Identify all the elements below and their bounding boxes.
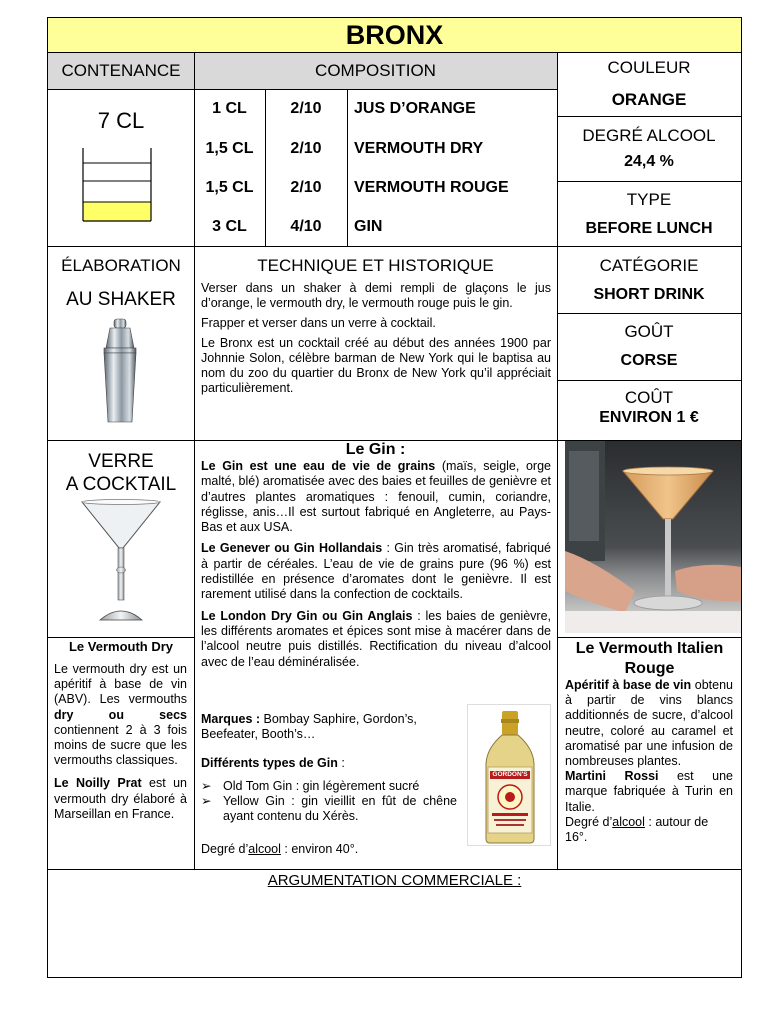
gin-p1-bold: Le Gin est une eau de vie de grains	[201, 459, 436, 473]
gin-p1	[201, 459, 551, 535]
vr-p2-c: est une marque fabriquée à Turin en Italie.	[565, 769, 733, 814]
comp-qty-3: 1,5 CL	[205, 179, 254, 196]
header-composition: COMPOSITION	[315, 61, 436, 80]
comp-ratio-1: 2/10	[290, 100, 322, 117]
vermouth-dry-text	[54, 662, 187, 822]
vermouth-dry-title: Le Vermouth Dry	[68, 639, 174, 654]
degre-value: 24,4 %	[624, 153, 674, 170]
gin-degre	[201, 842, 358, 856]
argumentation-title: ARGUMENTATION COMMERCIALE :	[267, 872, 522, 889]
elaboration-label: ÉLABORATION	[61, 256, 181, 275]
measure-glass-icon	[82, 148, 152, 222]
contenance-value: 7 CL	[97, 108, 145, 133]
vd-p1-c: contiennent 2 à 3 fois moins de sucre que les vermouths classiques.	[54, 722, 187, 768]
gin-p1-rest: (maïs, seigle, orge malté, blé) aromatisée avec des baies et feuilles de genièvre et d’autres plantes aromatiques : fenouil, cumin, coriandre, réglisse, anis…Il est surtout fabriqué en Angleterre, au Pays-Bas et aux USA.	[201, 459, 551, 535]
comp-ratio-3: 2/10	[290, 179, 322, 196]
gin-type-text: Yellow Gin : gin vieillit en fût de chêne ayant contenu du Xérès.	[223, 794, 457, 823]
comp-name-3: VERMOUTH ROUGE	[354, 179, 509, 196]
vermouth-rouge-p1	[565, 678, 733, 769]
gout-label: GOÛT	[624, 322, 674, 341]
gin-marques-rest: Bombay Saphire, Gordon’s, Beefeater, Booth’s…	[201, 712, 417, 742]
gin-p3	[201, 609, 551, 670]
vd-p2-c: est un vermouth dry élaboré à Marseillan en France.	[54, 776, 187, 821]
technique-p3: Le Bronx est un cocktail créé au début des années 1900 par Johnnie Solon, célèbre barman de New York qui le baptisa au nom du zoo du quartier du Bronx de New York qu’il appréciait particulièrement.	[201, 336, 551, 395]
comp-name-2: VERMOUTH DRY	[354, 140, 484, 157]
vermouth-rouge-p3	[565, 815, 733, 845]
arrow-bullet-icon: ➢	[201, 779, 212, 793]
comp-ratio-2: 2/10	[290, 140, 322, 157]
header-contenance: CONTENANCE	[61, 61, 181, 80]
gin-degre-post: : environ 40°.	[280, 842, 359, 856]
gout-value: CORSE	[620, 352, 678, 369]
comp-name-1: JUS D’ORANGE	[354, 100, 476, 117]
gin-type-text: Old Tom Gin : gin légèrement sucré	[223, 779, 420, 793]
gin-types-title	[201, 756, 345, 770]
vermouth-dry-p1	[54, 662, 187, 768]
cout-label: COÛT	[624, 388, 674, 407]
comp-qty-1: 1 CL	[212, 100, 247, 117]
elaboration-value: AU SHAKER	[66, 289, 176, 310]
vd-p1-b: dry ou secs	[54, 707, 187, 722]
gin-degre-pre: Degré d’	[201, 842, 249, 856]
gin-degre-link[interactable]: alcool	[248, 842, 281, 856]
gin-types-list	[201, 779, 457, 824]
verre-line1: VERRE	[88, 451, 154, 472]
arrow-bullet-icon: ➢	[201, 794, 212, 808]
gin-types-title-bold: Différents types de Gin	[201, 756, 338, 770]
couleur-value: ORANGE	[611, 90, 687, 109]
vr-p3-pre: Degré d’	[565, 814, 613, 829]
vd-p1-a: Le vermouth dry est un apéritif à base de vin (ABV). Les vermouths	[54, 662, 187, 707]
verre-label	[48, 450, 194, 496]
vr-p1-b: Apéritif à base de vin	[565, 678, 692, 692]
bottle-brand-text: GORDON'S	[492, 771, 528, 778]
gin-type-item	[201, 779, 457, 794]
vr-p1-c: obtenu à partir de vins blancs additionnés de sucre, d’alcool neutre, coloré au caramel et aromatisé par une infusion de nombreuses plantes.	[565, 678, 733, 769]
categorie-label: CATÉGORIE	[599, 256, 699, 275]
cout-value: ENVIRON 1 €	[599, 409, 699, 426]
vermouth-dry-p2	[54, 776, 187, 822]
vermouth-rouge-title: Le Vermouth Italien Rouge	[575, 640, 724, 677]
shaker-icon	[95, 318, 145, 426]
cocktail-glass-icon	[80, 498, 162, 624]
gin-types-colon: :	[337, 756, 345, 770]
vd-p2-b: Le Noilly Prat	[54, 776, 142, 791]
vr-p3-link[interactable]: alcool	[612, 814, 645, 829]
comp-ratio-4: 4/10	[290, 218, 322, 235]
gin-text	[201, 459, 551, 670]
technique-title: TECHNIQUE ET HISTORIQUE	[257, 256, 494, 275]
comp-name-4: GIN	[354, 218, 383, 235]
technique-p2: Frapper et verser dans un verre à cocktail.	[201, 316, 436, 330]
gin-p2-bold: Le Genever ou Gin Hollandais	[201, 541, 383, 556]
gin-marques-bold: Marques :	[201, 712, 261, 726]
gin-p2	[201, 541, 551, 602]
gin-p3-bold: Le London Dry Gin ou Gin Anglais	[201, 608, 413, 623]
type-value: BEFORE LUNCH	[585, 220, 713, 237]
gin-title: Le Gin :	[345, 441, 406, 458]
comp-qty-4: 3 CL	[212, 218, 247, 235]
bronx-cocktail-photo	[565, 441, 741, 633]
type-label: TYPE	[626, 190, 672, 209]
gin-p2-rest: : Gin très aromatisé, fabriqué à partir de céréales. L’eau de vie de grains pure (96 %) est redistillée en présence d’aromates dont le genièvre. Il est rarement utilisé dans la confection de cocktails.	[201, 541, 552, 602]
title-band: BRONX	[48, 18, 741, 52]
vermouth-rouge-text	[565, 678, 733, 845]
header-couleur: COULEUR	[607, 58, 691, 77]
vermouth-rouge-p2	[565, 769, 733, 815]
comp-qty-2: 1,5 CL	[205, 140, 254, 157]
degre-label: DEGRÉ ALCOOL	[582, 126, 716, 145]
vr-p2-b: Martini Rossi	[565, 769, 659, 784]
gin-marques	[201, 712, 459, 743]
gin-bottle-image	[467, 704, 551, 846]
technique-p1: Verser dans un shaker à demi rempli de glaçons le jus d’orange, le vermouth dry, le vermouth rouge puis le gin.	[201, 281, 551, 310]
vr-p3-post: : autour de 16°.	[565, 814, 709, 845]
categorie-value: SHORT DRINK	[593, 286, 705, 303]
verre-line2: A COCKTAIL	[65, 474, 177, 495]
gin-type-item	[201, 794, 457, 824]
gin-p3-rest: : les baies de genièvre, les différents aromates et épices sont mise à macérer dans de l’alcool neutre puis distillés. Rectification du niveau d’alcool avec de l’eau déminéralisée.	[201, 608, 551, 669]
technique-text	[201, 281, 551, 396]
